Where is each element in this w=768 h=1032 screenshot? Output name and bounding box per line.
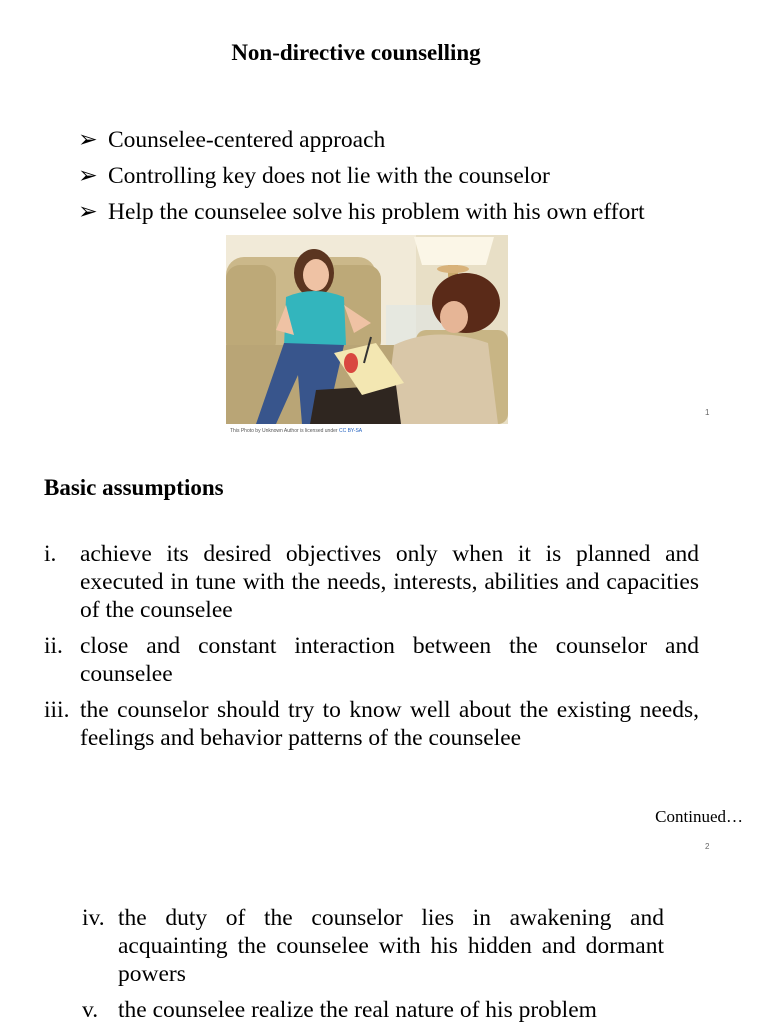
- page-number: 2: [705, 842, 710, 851]
- bullet-text: Counselee-centered approach: [108, 127, 386, 153]
- bullet-text: Help the counselee solve his problem with his own effort: [108, 199, 645, 225]
- arrow-bullet-icon: ➢: [78, 163, 98, 189]
- list-item: [44, 540, 699, 624]
- counselling-photo-illustration: [226, 235, 508, 424]
- slide-3: [0, 852, 768, 1024]
- arrow-bullet-icon: ➢: [78, 127, 98, 153]
- list-item-text: the counselor should try to know well about the existing needs, feelings and behavior patterns of the counselee: [80, 697, 699, 751]
- list-item-text: close and constant interaction between the counselor and counselee: [80, 633, 699, 687]
- assumption-list: [44, 540, 699, 760]
- arrow-bullet-icon: ➢: [78, 199, 98, 225]
- section-heading: Basic assumptions: [44, 475, 224, 500]
- list-item: [82, 904, 664, 988]
- roman-numeral: i.: [44, 541, 57, 567]
- bullet-item: [78, 126, 658, 154]
- roman-numeral: iii.: [44, 697, 70, 723]
- bullet-item: [78, 162, 658, 190]
- continued-label: Continued…: [655, 807, 743, 826]
- list-item-text: achieve its desired objectives only when it is planned and executed in tune with the needs, interests, abilities and capacities of the counselee: [80, 541, 699, 623]
- page-number: 1: [705, 408, 710, 417]
- license-link[interactable]: CC BY-SA: [338, 428, 363, 434]
- counselling-photo: [226, 235, 508, 424]
- list-item-text: the duty of the counselor lies in awakening and acquainting the counselee with his hidden and dormant powers: [118, 905, 664, 987]
- bullet-text: Controlling key does not lie with the counselor: [108, 163, 550, 189]
- list-item: [44, 632, 699, 688]
- bullet-list: [78, 126, 658, 234]
- roman-numeral: ii.: [44, 633, 63, 659]
- slide-2: [0, 432, 768, 852]
- bullet-item: [78, 198, 658, 226]
- list-item: [44, 696, 699, 752]
- photo-credit-text: This Photo by Unknown Author is licensed under: [230, 428, 339, 434]
- slide-title: Non-directive counselling: [231, 40, 481, 65]
- assumption-list-continued: [82, 904, 664, 1032]
- slide-1: [0, 0, 768, 432]
- list-item-text: the counselee realize the real nature of his problem: [118, 997, 597, 1023]
- roman-numeral: iv.: [82, 905, 105, 931]
- list-item: [82, 996, 664, 1024]
- roman-numeral: v.: [82, 997, 99, 1023]
